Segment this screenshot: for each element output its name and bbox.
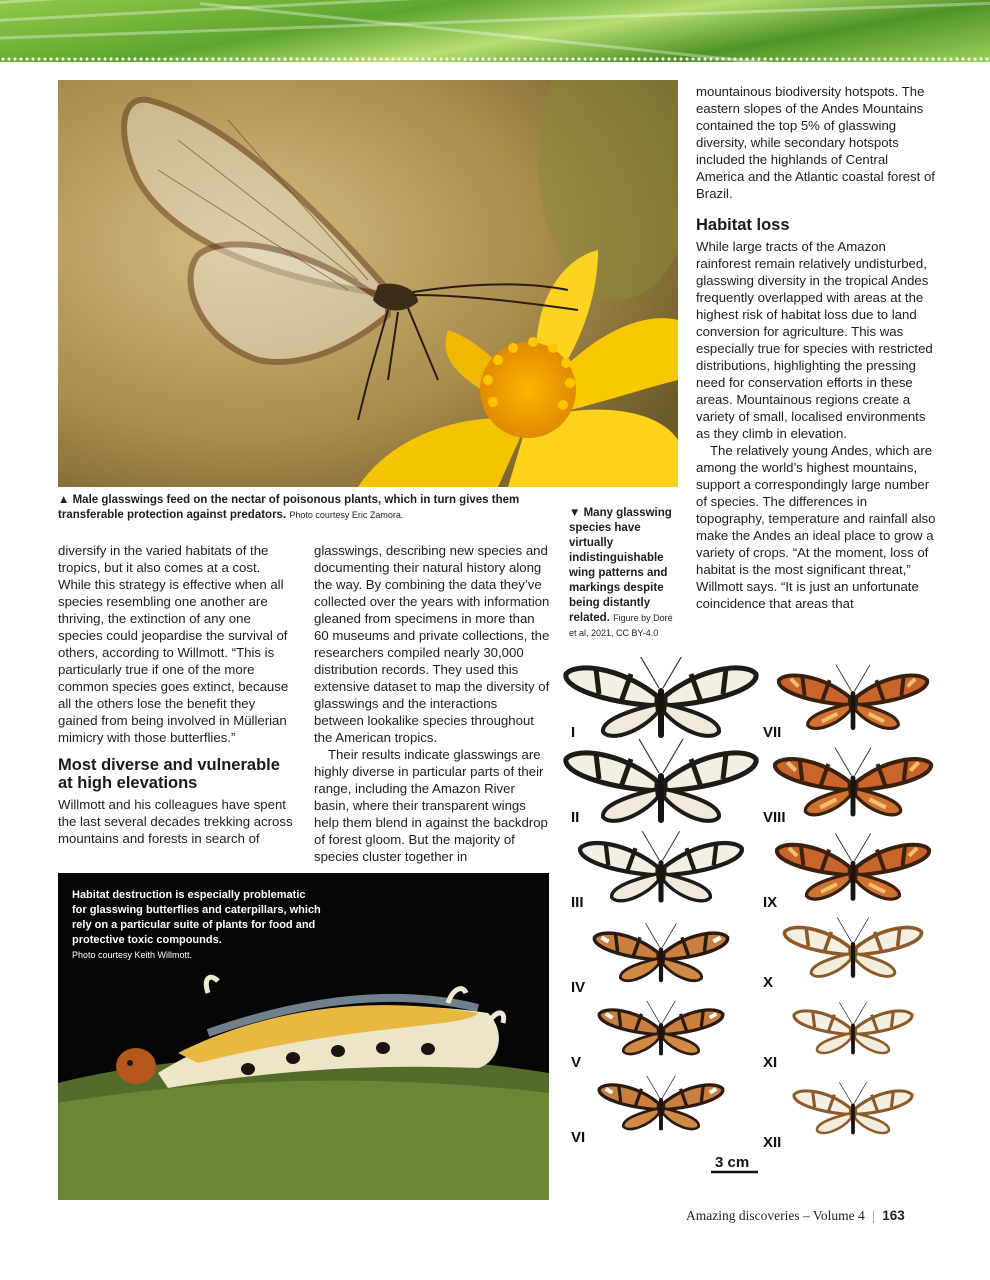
specimen-label: VII <box>763 724 782 741</box>
photo-credit: Photo courtesy Keith Willmott. <box>72 950 193 960</box>
butterfly-specimen-xi <box>794 1002 912 1054</box>
photo-credit: Photo courtesy Eric Zamora. <box>289 510 404 520</box>
article-column-1 <box>58 542 294 847</box>
butterfly-specimen-ii <box>566 739 756 823</box>
top-photo-caption: ▲ Male glasswings feed on the nectar of poisonous plants, which in turn gives them transferable protection against predators. Photo courtesy Eric Zamora. <box>58 494 520 521</box>
article-column-3 <box>696 83 936 612</box>
butterfly-specimen-iii <box>580 831 742 902</box>
paragraph: glasswings, describing new species and documenting their natural history along the way. By combining the data they’ve collected over the years with information gleaned from specimens in more than 60 museums and private collections, the researchers compiled nearly 30,000 distribution records. They used this extensive dataset to map the diversity of glasswings and the interactions between lookalike species throughout the American tropics. <box>314 543 550 745</box>
butterfly-species-figure <box>563 657 935 1192</box>
butterfly-specimen-viii <box>775 748 931 817</box>
butterfly-specimen-x <box>784 917 921 977</box>
specimen-label: XII <box>763 1134 782 1151</box>
footer-separator: | <box>872 1208 875 1223</box>
article-column-2 <box>314 542 550 865</box>
glasswing-photo <box>58 80 678 487</box>
specimen-label: IX <box>763 894 778 911</box>
specimen-label: VIII <box>763 809 786 826</box>
specimen-label: XI <box>763 1054 778 1071</box>
paragraph: Willmott and his colleagues have spent the last several decades trekking across mountains and forests in search of <box>58 797 293 846</box>
caterpillar-caption: Habitat destruction is especially problematic for glasswing butterflies and caterpillars, which rely on a particular suite of plants for food and protective toxic compounds. Photo courtesy Keith Willmott. <box>72 889 321 960</box>
butterfly-specimen-ix <box>777 834 929 901</box>
butterfly-specimen-v <box>599 1001 723 1056</box>
specimen-label: IV <box>571 979 586 996</box>
specimen-label: I <box>571 724 576 741</box>
specimen-label: X <box>763 974 774 991</box>
section-heading: Habitat loss <box>696 216 790 234</box>
butterfly-specimen-xii <box>794 1082 912 1134</box>
page-number: 163 <box>882 1208 905 1223</box>
butterfly-specimen-vi <box>599 1076 723 1131</box>
publication-title: Amazing discoveries – Volume 4 <box>686 1208 865 1223</box>
scale-label: 3 cm <box>715 1154 750 1171</box>
specimen-label: II <box>571 809 580 826</box>
butterfly-specimen-iv <box>594 923 727 982</box>
paragraph: Their results indicate glasswings are highly diverse in particular parts of their range, including the Amazon River basin, where their transparent wings help them blend in against the backdrop of forest gloom. But the majority of species cluster together in <box>314 747 548 864</box>
specimen-label: V <box>571 1054 582 1071</box>
figure-credit: Figure by Doré et al, 2021, CC BY-4.0 <box>569 613 673 638</box>
header-banner <box>0 0 990 62</box>
paragraph: While large tracts of the Amazon rainforest remain relatively undisturbed, glasswing diversity in the tropical Andes frequently overlapped with areas at the highest risk of habitat loss due to land conversion for agriculture. This was especially true for species with restricted distributions, highlighting the pressing need for conservation efforts in these areas. Mountainous regions create a variety of small, localised environments as they climb in elevation. <box>696 239 933 441</box>
butterfly-specimen-vii <box>779 665 927 731</box>
figure-caption: ▼ Many glasswing species have virtually indistinguishable wing patterns and markings despite being distantly related. Figure by Doré et al, 2021, CC BY-4.0 <box>569 507 673 638</box>
butterfly-specimen-i <box>566 657 756 738</box>
paragraph: mountainous biodiversity hotspots. The eastern slopes of the Andes Mountains contained the top 5% of glasswing diversity, while secondary hotspots included the highlands of Central America and the Atlantic coastal forest of Brazil. <box>696 84 935 201</box>
page-footer <box>686 1208 905 1224</box>
specimen-label: VI <box>571 1129 586 1146</box>
paragraph: diversify in the varied habitats of the tropics, but it also comes at a cost. While this strategy is effective when all species resembling one another are thriving, the extinction of any one species could jeopardise the survival of others, according to Willmott. “This is particularly true if one of the more common species goes extinct, because all the others lose the benefit they gained from being involved in Müllerian mimicry with those butterflies.” <box>58 543 289 745</box>
specimen-label: III <box>571 894 584 911</box>
paragraph: The relatively young Andes, which are among the world’s highest mountains, support a correspondingly large number of species. The differences in topography, temperature and rainfall also make the Andes an ideal place to grow a variety of crops. “At the moment, loss of habitat is the most significant threat,” Willmott says. “It is just an unfortunate coincidence that areas that <box>696 443 936 611</box>
section-heading: Most diverse and vulnerable at high elevations <box>58 756 280 792</box>
